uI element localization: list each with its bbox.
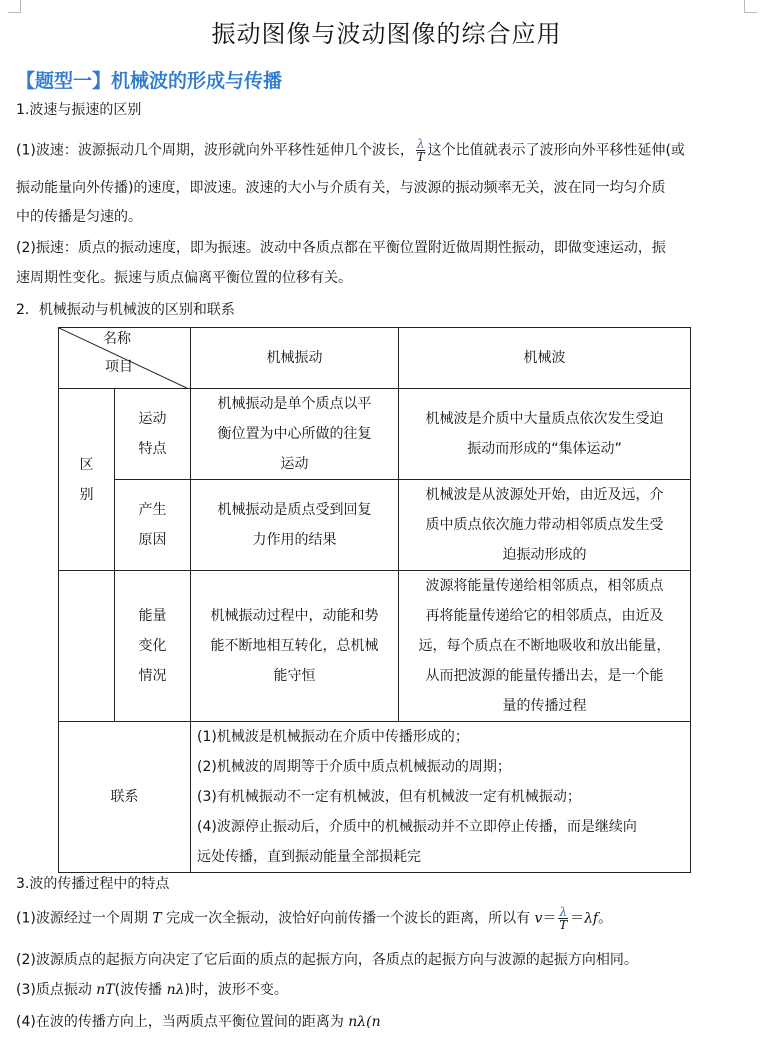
comparison-table — [58, 327, 691, 873]
paragraph-propagation-4: (4)在波的传播方向上，当两质点平衡位置间的距离为 nλ(n — [16, 1014, 381, 1030]
cell-vibration-cause: 机械振动是质点受到回复 力作用的结果 — [191, 480, 399, 571]
paragraph-vibration-speed-line-1: (2)振速：质点的振动速度，即为振速。波动中各质点都在平衡位置附近做周期性振动，即做变速运动，振 — [16, 240, 666, 256]
group-label-difference: 区 别 — [59, 389, 115, 571]
cell-wave-motion: 机械波是介质中大量质点依次发生受迫 振动而形成的“集体运动” — [399, 389, 691, 480]
cell-vibration-energy: 机械振动过程中，动能和势 能不断地相互转化，总机械 能守恒 — [191, 571, 399, 722]
paragraph-wave-speed-line-2: 振动能量向外传播)的速度，即波速。波速的大小与介质有关，与波源的振动频率无关，波在同一均匀介质 — [16, 180, 666, 196]
page-corner-mark-right — [744, 0, 757, 13]
header-mechanical-vibration: 机械振动 — [191, 328, 399, 389]
subsection-heading-3: 3.波的传播过程中的特点 — [16, 876, 170, 892]
table-header-row — [59, 328, 691, 389]
cell-wave-energy: 波源将能量传递给相邻质点，相邻质点 再将能量传递给它的相邻质点，由近及 远，每个质点在不断地吸收和放出能量， 从而把波源的能量传播出去，是一个能 量的传播过程 — [399, 571, 691, 722]
paragraph-vibration-speed-line-2: 速周期性变化。振速与质点偏离平衡位置的位移有关。 — [16, 270, 352, 286]
lambda-over-T-fraction: $\frac{\lambda}{T}$ — [416, 137, 425, 164]
subsection-heading-2: 2．机械振动与机械波的区别和联系 — [16, 302, 235, 318]
paragraph-propagation-2: (2)波源质点的起振方向决定了它后面的质点的起振方向，各质点的起振方向与波源的起振方向相同。 — [16, 952, 638, 968]
page-title: 振动图像与波动图像的综合应用 — [211, 20, 562, 48]
paragraph-propagation-3: (3)质点振动 nT(波传播 nλ)时，波形不变。 — [16, 982, 288, 998]
row-label-motion: 运动 特点 — [115, 389, 191, 480]
paragraph-propagation-1: (1)波源经过一个周期 T 完成一次全振动，波恰好向前传播一个波长的距离，所以有 v＝ $\frac{\lambda}{T}$ ＝λf。 — [16, 905, 613, 932]
row-label-energy: 能量 变化 情况 — [115, 571, 191, 722]
row-label-cause: 产生 原因 — [115, 480, 191, 571]
header-mechanical-wave: 机械波 — [399, 328, 691, 389]
paragraph-wave-speed-line-1: (1)波速：波源振动几个周期，波形就向外平移性延伸几个波长， $\frac{\lambda}{T}$ 这个比值就表示了波形向外平移性延伸(或 — [16, 137, 685, 164]
cell-vibration-motion: 机械振动是单个质点以平 衡位置为中心所做的往复 运动 — [191, 389, 399, 480]
table-row — [59, 571, 691, 722]
lambda-over-T-fraction: $\frac{\lambda}{T}$ — [559, 905, 568, 932]
table-row — [59, 480, 691, 571]
group-label-empty — [59, 571, 115, 722]
cell-wave-cause: 机械波是从波源处开始，由近及远，介 质中质点依次施力带动相邻质点发生受 迫振动形成的 — [399, 480, 691, 571]
row-label-link: 联系 — [59, 722, 191, 873]
page-corner-mark-left — [8, 0, 21, 13]
table-row — [59, 389, 691, 480]
table-row — [59, 722, 691, 873]
paragraph-wave-speed-line-3: 中的传播是匀速的。 — [16, 209, 142, 225]
subsection-heading-1: 1.波速与振速的区别 — [16, 102, 142, 118]
table-corner-cell: 名称 项目 — [59, 328, 191, 389]
section-heading: 【题型一】机械波的形成与传播 — [16, 70, 283, 92]
cell-link-content: (1)机械波是机械振动在介质中传播形成的； (2)机械波的周期等于介质中质点机械振动的周期； (3)有机械振动不一定有机械波，但有机械波一定有机械振动； (4)波源停止振动后，介质中的机械振动并不立即停止传播，而是继续向 远处传播，直到振动能量全部损耗完 — [191, 722, 691, 873]
